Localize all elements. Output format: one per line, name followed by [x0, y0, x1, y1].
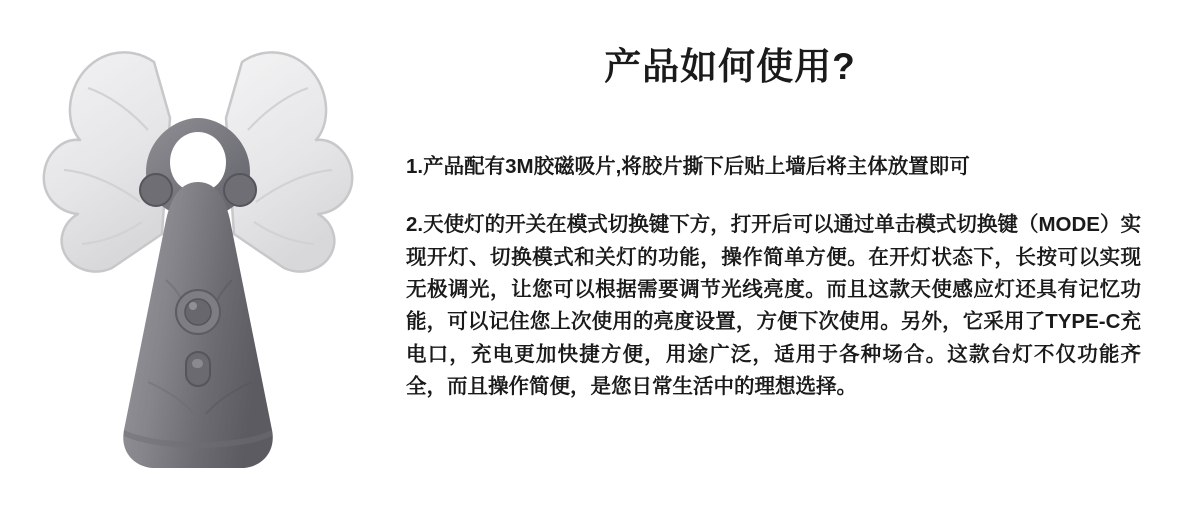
page-title: 产品如何使用? — [604, 46, 856, 87]
product-image-pane — [0, 0, 400, 514]
instruction-step-2: 2.天使灯的开关在模式切换键下方，打开后可以通过单击模式切换键（MODE）实现开灯、切换模式和关灯的功能，操作简单方便。在开灯状态下，长按可以实现无极调光，让您可以根据需要调节光线亮度。而且这款天使感应灯还具有记忆功能，可以记住您上次使用的亮度设置，方便下次使用。另外，它采用了TYPE-C充电口，充电更加快捷方便，用途广泛，适用于各种场合。这款台灯不仅功能齐全，而且操作简便，是您日常生活中的理想选择。 — [406, 213, 1141, 399]
power-switch-icon — [186, 352, 210, 386]
instruction-step-1: 1.产品配有3M胶磁吸片,将胶片撕下后贴上墙后将主体放置即可 — [406, 155, 970, 178]
instructions-pane — [400, 0, 1200, 514]
mode-button-icon — [176, 290, 220, 334]
angel-lamp-illustration — [28, 22, 368, 492]
